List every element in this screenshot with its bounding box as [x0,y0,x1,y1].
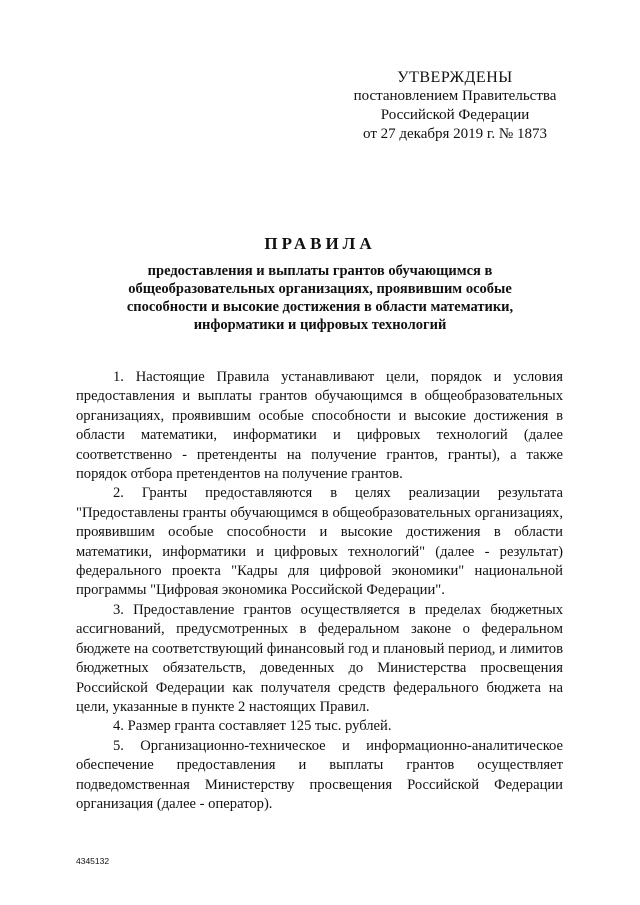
paragraph: 5. Организационно-техническое и информационно-аналитическое обеспечение предоставления и выплаты грантов осуществляет подведомственная Министерству просвещения Российской Федерации организация (далее - оператор). [76,737,563,812]
approval-heading: УТВЕРЖДЕНЫ [397,69,513,86]
approval-line: Российской Федерации [380,107,530,123]
approval-date-line: от 27 декабря 2019 г. № 1873 [363,126,547,142]
document-body [76,368,563,814]
paragraph: 1. Настоящие Правила устанавливают цели, порядок и условия предоставления и выплаты грантов обучающимся в общеобразовательных организациях, проявившим особые способности и высокие достижения в области математики, информатики и цифровых технологий (далее соответственно - претенденты на получение грантов, гранты), а также порядок отбора претендентов на получение грантов. [76,369,563,483]
paragraph: 3. Предоставление грантов осуществляется в пределах бюджетных ассигнований, предусмотренных в федеральном законе о федеральном бюджете на соответствующий финансовый год и плановый период, и лимитов бюджетных обязательств, доведенных до Министерства просвещения Российской Федерации как получателя средств федерального бюджета на цели, указанные в пункте 2 настоящих Правил. [76,601,563,715]
approval-line: постановлением Правительства [353,88,557,104]
approval-stamp [330,68,580,144]
document-code: 4345132 [76,856,110,866]
paragraph: 2. Гранты предоставляются в целях реализации результата "Предоставлены гранты обучающимся в общеобразовательных организациях, проявившим особые способности и высокие достижения в области математики, информатики и цифровых технологий" (далее - результат) федерального проекта "Кадры для цифровой экономики" национальной программы "Цифровая экономика Российской Федерации". [76,485,563,599]
document-subtitle: предоставления и выплаты грантов обучающимся в общеобразовательных организациях, проявившим особые способности и высокие достижения в области математики, информатики и цифровых технологий [126,263,514,333]
paragraph: 4. Размер гранта составляет 125 тыс. рублей. [113,718,392,735]
document-title: ПРАВИЛА [264,234,376,253]
